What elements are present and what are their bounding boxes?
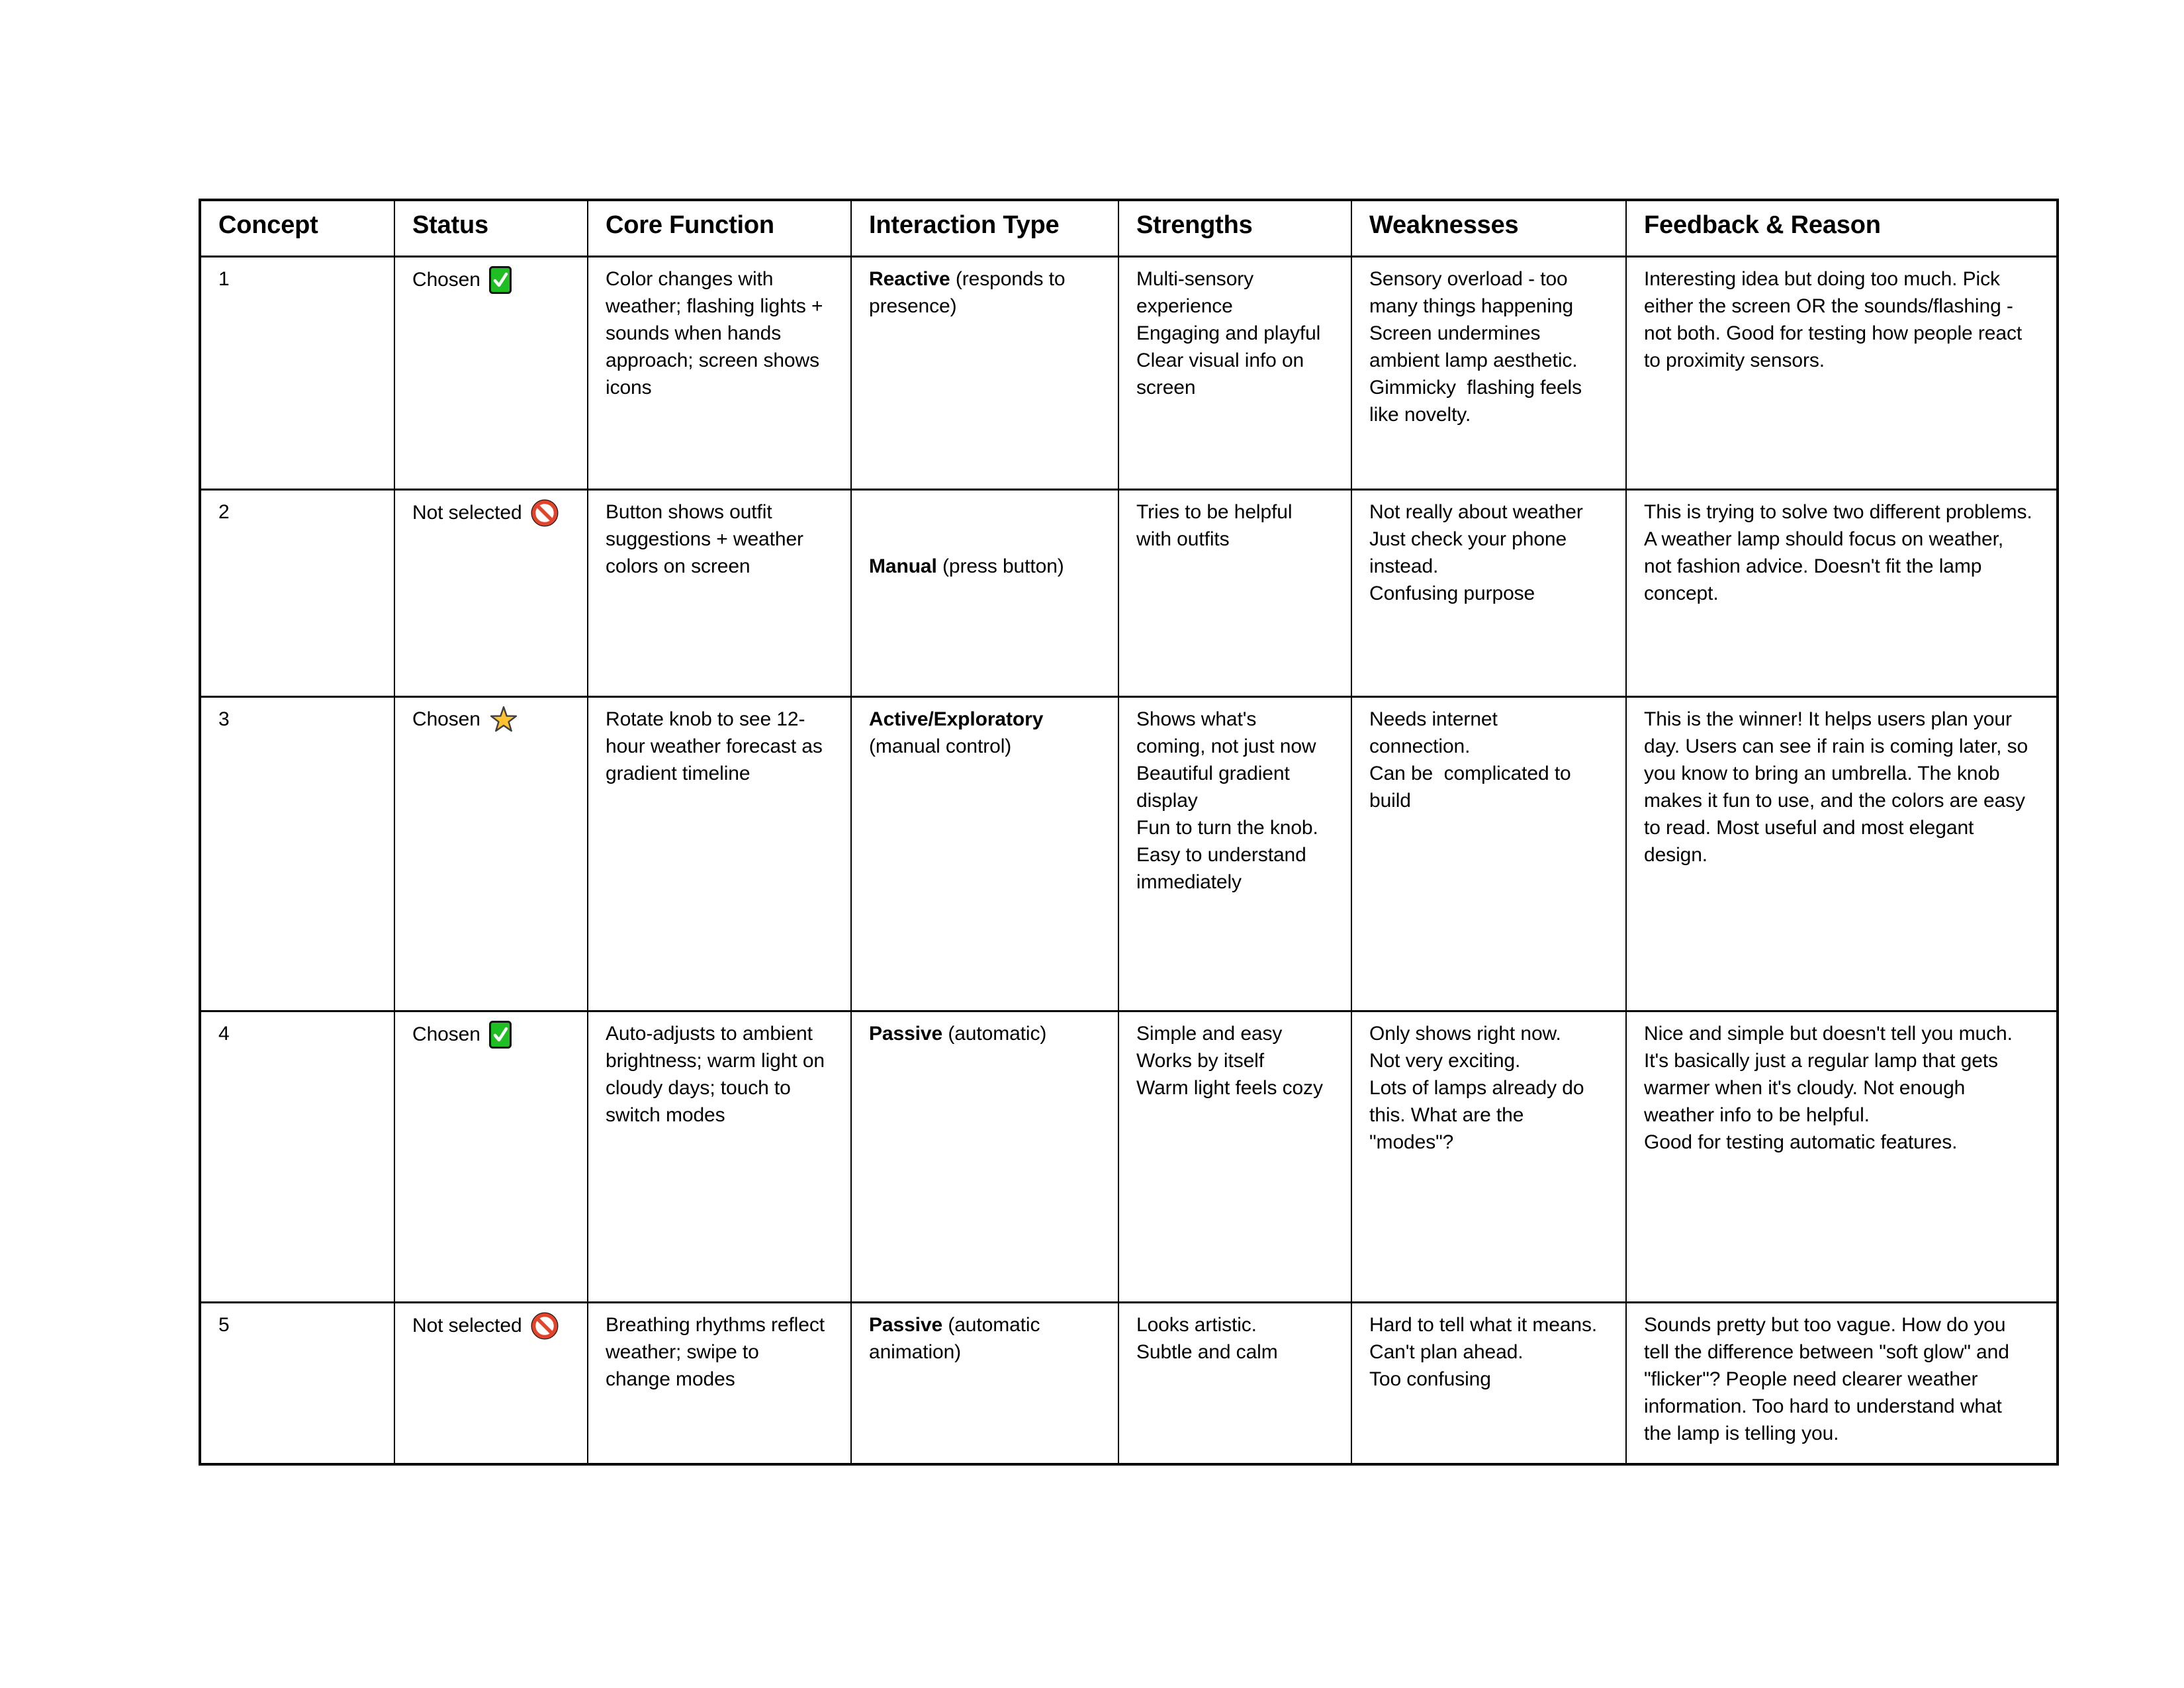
- concept-cell: [200, 1011, 394, 1302]
- feedback-text: Sounds pretty but too vague. How do you tell the difference between "soft glow" and "flicker"? People need clearer weather information. Too hard to understand what the lamp is telling you.: [1644, 1313, 2015, 1444]
- interaction-type-cell: [851, 256, 1118, 489]
- interaction-type-text: [869, 1020, 1095, 1047]
- strengths-cell: [1118, 1302, 1351, 1464]
- feedback-cell: [1626, 1011, 2058, 1302]
- strength-item: Engaging and playful: [1136, 322, 1321, 344]
- column-header-feedback-reason: Feedback & Reason: [1626, 200, 2058, 256]
- interaction-type-cell: [851, 1302, 1118, 1464]
- core-function-text: Rotate knob to see 12-hour weather forecast as gradient timeline: [606, 708, 829, 784]
- weaknesses-cell: [1351, 1302, 1626, 1464]
- strength-item: Beautiful gradient display: [1136, 762, 1295, 812]
- weaknesses-cell: [1351, 1011, 1626, 1302]
- strength-item: Fun to turn the knob.: [1136, 816, 1318, 839]
- core-function-cell: [588, 1302, 851, 1464]
- weakness-item: Just check your phone instead.: [1369, 528, 1572, 577]
- feedback-text: This is trying to solve two different problems. A weather lamp should focus on weather, not fashion advice. Doesn't fit the lamp concept.: [1644, 500, 2037, 604]
- core-function-cell: [588, 256, 851, 489]
- strength-item: Works by itself: [1136, 1049, 1264, 1072]
- strength-item: Warm light feels cozy: [1136, 1076, 1323, 1099]
- interaction-type-keyword: Active/Exploratory: [869, 708, 1044, 730]
- interaction-type-keyword: Passive: [869, 1313, 943, 1336]
- strength-item: Shows what's coming, not just now: [1136, 708, 1316, 757]
- strength-item: Easy to understand immediately: [1136, 843, 1312, 893]
- interaction-type-keyword: Passive: [869, 1022, 943, 1045]
- interaction-type-text: [869, 1311, 1095, 1366]
- column-header-concept: Concept: [200, 200, 394, 256]
- interaction-type-keyword: Manual: [869, 555, 937, 577]
- weaknesses-cell: [1351, 489, 1626, 696]
- column-header-status: Status: [394, 200, 588, 256]
- weakness-item: Needs internet connection.: [1369, 708, 1503, 757]
- concept-cell: [200, 1302, 394, 1464]
- concept-number: 1: [218, 267, 230, 290]
- table-row: [200, 489, 2058, 696]
- check-icon: [488, 1020, 512, 1049]
- status-line: [412, 1020, 565, 1049]
- status-cell: [394, 696, 588, 1011]
- weakness-item: Only shows right now.: [1369, 1022, 1561, 1045]
- weakness-item: Not really about weather: [1369, 500, 1583, 523]
- weakness-item: Sensory overload - too many things happening: [1369, 267, 1574, 317]
- concept-number: 4: [218, 1022, 230, 1045]
- weakness-item: Can't plan ahead.: [1369, 1340, 1524, 1363]
- interaction-type-text: [869, 265, 1095, 320]
- column-header-weaknesses: Weaknesses: [1351, 200, 1626, 256]
- status-cell: [394, 1011, 588, 1302]
- feedback-text: Good for testing automatic features.: [1644, 1131, 1958, 1153]
- core-function-text: Breathing rhythms reflect weather; swipe to change modes: [606, 1313, 831, 1390]
- interaction-type-detail: (press button): [936, 555, 1064, 577]
- table-row: [200, 696, 2058, 1011]
- feedback-text: This is the winner! It helps users plan your day. Users can see if rain is coming later, so you know to bring an umbrella. The knob makes it fun to use, and the colors are easy to read. Most useful and most elegant design.: [1644, 708, 2034, 866]
- status-cell: [394, 489, 588, 696]
- status-label: Chosen: [412, 708, 480, 730]
- feedback-text: Interesting idea but doing too much. Pick either the screen OR the sounds/flashing - not both. Good for testing how people react to proximity sensors.: [1644, 267, 2028, 371]
- interaction-type-detail: (responds to presence): [869, 267, 1066, 317]
- interaction-type-cell: [851, 696, 1118, 1011]
- status-line: [412, 498, 565, 528]
- table-row: [200, 1011, 2058, 1302]
- weaknesses-cell: [1351, 696, 1626, 1011]
- no-entry-icon: [530, 498, 559, 528]
- strength-item: Simple and easy: [1136, 1022, 1283, 1045]
- strength-item: Looks artistic.: [1136, 1313, 1257, 1336]
- interaction-type-text: [869, 706, 1095, 760]
- feedback-text: Nice and simple but doesn't tell you much. It's basically just a regular lamp that gets warmer when it's cloudy. Not enough weather info to be helpful.: [1644, 1022, 2019, 1126]
- column-header-interaction-type: Interaction Type: [851, 200, 1118, 256]
- concept-comparison-table: [199, 199, 2059, 1466]
- strength-item: Subtle and calm: [1136, 1340, 1278, 1363]
- concept-number: 2: [218, 500, 230, 523]
- no-entry-icon: [530, 1311, 559, 1340]
- concept-cell: [200, 256, 394, 489]
- strengths-cell: [1118, 696, 1351, 1011]
- concept-cell: [200, 489, 394, 696]
- feedback-cell: [1626, 256, 2058, 489]
- weakness-item: Lots of lamps already do this. What are the "modes"?: [1369, 1076, 1590, 1153]
- table-row: [200, 1302, 2058, 1464]
- strength-item: Clear visual info on screen: [1136, 349, 1310, 399]
- interaction-type-detail: (manual control): [869, 735, 1012, 757]
- core-function-cell: [588, 1011, 851, 1302]
- weaknesses-cell: [1351, 256, 1626, 489]
- status-label: Not selected: [412, 1314, 522, 1336]
- interaction-type-text: [869, 553, 1095, 580]
- concept-number: 5: [218, 1313, 230, 1336]
- table-row: [200, 256, 2058, 489]
- weakness-item: Confusing purpose: [1369, 582, 1535, 604]
- strength-item: Multi-sensory experience: [1136, 267, 1259, 317]
- column-header-core-function: Core Function: [588, 200, 851, 256]
- core-function-cell: [588, 696, 851, 1011]
- core-function-cell: [588, 489, 851, 696]
- strengths-cell: [1118, 1011, 1351, 1302]
- core-function-text: Button shows outfit suggestions + weather colors on screen: [606, 500, 809, 577]
- column-header-strengths: Strengths: [1118, 200, 1351, 256]
- check-icon: [488, 265, 512, 295]
- feedback-cell: [1626, 696, 2058, 1011]
- status-label: Chosen: [412, 1023, 480, 1045]
- status-cell: [394, 1302, 588, 1464]
- weakness-item: Gimmicky flashing feels like novelty.: [1369, 376, 1588, 426]
- status-label: Chosen: [412, 268, 480, 291]
- interaction-type-detail: (automatic animation): [869, 1313, 1040, 1363]
- weakness-item: Can be complicated to build: [1369, 762, 1576, 812]
- feedback-cell: [1626, 489, 2058, 696]
- weakness-item: Screen undermines ambient lamp aesthetic.: [1369, 322, 1578, 371]
- strength-item: Tries to be helpful with outfits: [1136, 500, 1298, 550]
- interaction-type-cell: [851, 1011, 1118, 1302]
- status-line: [412, 706, 565, 734]
- status-cell: [394, 256, 588, 489]
- star-icon: [488, 706, 519, 734]
- table-header-row: [200, 200, 2058, 256]
- feedback-cell: [1626, 1302, 2058, 1464]
- interaction-type-detail: (automatic): [942, 1022, 1047, 1045]
- weakness-item: Too confusing: [1369, 1368, 1491, 1390]
- strengths-cell: [1118, 489, 1351, 696]
- interaction-type-keyword: Reactive: [869, 267, 950, 290]
- status-line: [412, 265, 565, 295]
- interaction-type-cell: [851, 489, 1118, 696]
- strengths-cell: [1118, 256, 1351, 489]
- status-label: Not selected: [412, 501, 522, 524]
- weakness-item: Not very exciting.: [1369, 1049, 1521, 1072]
- core-function-text: Color changes with weather; flashing lights + sounds when hands approach; screen shows icons: [606, 267, 829, 399]
- status-line: [412, 1311, 565, 1340]
- concept-cell: [200, 696, 394, 1011]
- core-function-text: Auto-adjusts to ambient brightness; warm light on cloudy days; touch to switch modes: [606, 1022, 831, 1126]
- weakness-item: Hard to tell what it means.: [1369, 1313, 1598, 1336]
- concept-number: 3: [218, 708, 230, 730]
